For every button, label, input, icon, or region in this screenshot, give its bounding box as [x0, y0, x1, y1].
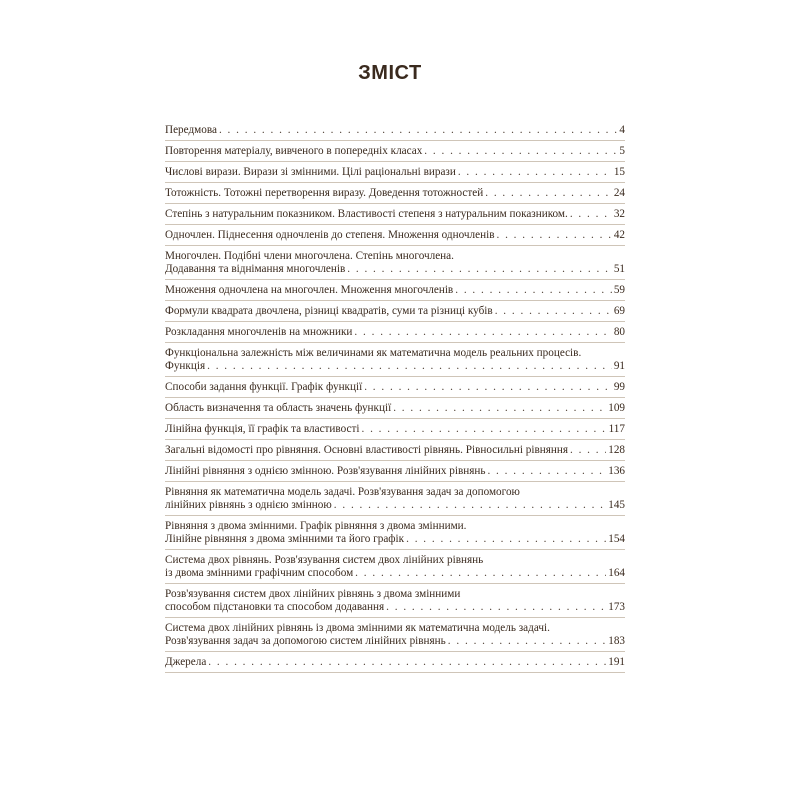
toc-page-number: 183 — [608, 635, 625, 647]
page-title: ЗМІСТ — [358, 62, 422, 84]
toc-page-number: 128 — [608, 444, 625, 456]
toc-entry — [165, 301, 625, 322]
toc-page-number: 91 — [613, 360, 625, 372]
toc-page-number: 80 — [613, 326, 625, 338]
toc-entry — [165, 516, 625, 550]
toc-entry — [165, 440, 625, 461]
dot-leader — [207, 360, 612, 373]
dot-leader — [347, 263, 612, 276]
toc-page-number: 154 — [608, 533, 625, 545]
toc-entry — [165, 652, 625, 673]
toc-entry-line — [165, 423, 625, 436]
dot-leader — [355, 567, 606, 580]
toc-entry-line — [165, 360, 625, 373]
toc-entry-line — [165, 635, 625, 648]
toc-page-number: 69 — [613, 305, 625, 317]
toc-entry — [165, 377, 625, 398]
toc-entry-line — [165, 305, 625, 318]
toc-entry — [165, 584, 625, 618]
toc-entry-title-line: Многочлен. Подібні члени многочлена. Степінь многочлена. — [165, 250, 454, 262]
dot-leader — [485, 187, 612, 200]
toc-page-number: 51 — [613, 263, 625, 275]
dot-leader — [354, 326, 611, 339]
dot-leader — [448, 635, 606, 648]
toc-entry-title-line: Система двох рівнянь. Розв'язування систем двох лінійних рівнянь — [165, 554, 484, 566]
toc-entry-title-line: Рівняння як математична модель задачі. Розв'язування задач за допомогою — [165, 486, 520, 498]
toc-entry — [165, 618, 625, 652]
toc-entry-line — [165, 187, 625, 200]
toc-page-number: 99 — [613, 381, 625, 393]
toc-entry — [165, 398, 625, 419]
toc-entry-line — [165, 402, 625, 415]
dot-leader — [570, 444, 606, 457]
dot-leader — [458, 166, 612, 179]
toc-entry — [165, 343, 625, 377]
toc-entry-line — [165, 166, 625, 179]
toc-entry-line — [165, 229, 625, 242]
toc-entry-line — [165, 444, 625, 457]
toc-page-number: 145 — [608, 499, 625, 511]
toc-entry-title: Розв'язування задач за допомогою систем лінійних рівнянь — [165, 635, 446, 647]
toc-entry-title: Передмова — [165, 124, 217, 136]
dot-leader — [386, 601, 606, 614]
toc-entry-title: способом підстановки та способом додавання — [165, 601, 385, 613]
toc-page-number: 32 — [613, 208, 625, 220]
toc-page-number: 164 — [608, 567, 625, 579]
toc-entry-title: Загальні відомості про рівняння. Основні властивості рівнянь. Рівносильні рівняння — [165, 444, 568, 456]
toc-entry-title: лінійних рівнянь з однією змінною — [165, 499, 332, 511]
dot-leader — [495, 305, 612, 318]
toc-entry-title: Способи задання функції. Графік функції — [165, 381, 363, 393]
toc-entry — [165, 225, 625, 246]
toc-entry-title-line: Функціональна залежність між величинами як математична модель реальних процесів. — [165, 347, 582, 359]
toc-page-number: 191 — [608, 656, 625, 668]
toc-page-number: 5 — [619, 145, 625, 157]
toc-entry-title: Одночлен. Піднесення одночленів до степеня. Множення одночленів — [165, 229, 495, 241]
toc-entry-title-line: Система двох лінійних рівнянь із двома змінними як математична модель задачі. — [165, 622, 550, 634]
toc-entry-line — [165, 284, 625, 297]
toc-entry — [165, 141, 625, 162]
dot-leader — [364, 381, 612, 394]
toc-page-number: 59 — [613, 284, 625, 296]
toc-entry — [165, 204, 625, 225]
toc-entry-line — [165, 656, 625, 669]
toc-entry-title: Тотожність. Тотожні перетворення виразу. Доведення тотожностей — [165, 187, 484, 199]
toc-page-number: 136 — [608, 465, 625, 477]
toc-entry — [165, 322, 625, 343]
toc-entry-line — [165, 208, 625, 221]
dot-leader — [496, 229, 611, 242]
toc-entry-line — [165, 326, 625, 339]
dot-leader — [393, 402, 606, 415]
toc-entry-title: Область визначення та область значень функції — [165, 402, 392, 414]
toc-entry — [165, 550, 625, 584]
toc-entry-line — [165, 601, 625, 614]
toc-entry-line — [165, 263, 625, 276]
dot-leader — [219, 124, 617, 137]
toc-entry-title: Джерела — [165, 656, 207, 668]
dot-leader — [424, 145, 617, 158]
toc-entry-title: Повторення матеріалу, вивченого в попередніх класах — [165, 145, 423, 157]
toc-entry-title: Лінійна функція, її графік та властивості — [165, 423, 360, 435]
toc-entry-title: Числові вирази. Вирази зі змінними. Цілі раціональні вирази — [165, 166, 456, 178]
toc-entry — [165, 120, 625, 141]
toc-page-number: 42 — [613, 229, 625, 241]
dot-leader — [570, 208, 612, 221]
toc-page-number: 173 — [608, 601, 625, 613]
toc-entry — [165, 461, 625, 482]
toc-entry — [165, 419, 625, 440]
dot-leader — [455, 284, 612, 297]
table-of-contents — [165, 120, 625, 673]
dot-leader — [487, 465, 606, 478]
toc-entry — [165, 280, 625, 301]
dot-leader — [208, 656, 606, 669]
toc-entry-title: Множення одночлена на многочлен. Множення многочленів — [165, 284, 454, 296]
toc-entry — [165, 183, 625, 204]
toc-entry-title: Формули квадрата двочлена, різниці квадратів, суми та різниці кубів — [165, 305, 493, 317]
toc-entry-line — [165, 499, 625, 512]
toc-page-number: 15 — [613, 166, 625, 178]
toc-entry-title-line: Розв'язування систем двох лінійних рівнянь з двома змінними — [165, 588, 461, 600]
toc-entry-title: із двома змінними графічним способом — [165, 567, 354, 579]
toc-entry-title: Розкладання многочленів на множники — [165, 326, 353, 338]
toc-page-number: 24 — [613, 187, 625, 199]
toc-entry-title: Функція — [165, 360, 206, 372]
toc-entry — [165, 482, 625, 516]
toc-entry-line — [165, 533, 625, 546]
toc-entry-line — [165, 145, 625, 158]
toc-entry — [165, 246, 625, 280]
toc-entry-line — [165, 567, 625, 580]
toc-entry-line — [165, 381, 625, 394]
toc-page-number: 109 — [608, 402, 625, 414]
toc-entry — [165, 162, 625, 183]
dot-leader — [334, 499, 606, 512]
toc-entry-title: Лінійне рівняння з двома змінними та його графік — [165, 533, 405, 545]
toc-entry-title-line: Рівняння з двома змінними. Графік рівняння з двома змінними. — [165, 520, 467, 532]
toc-entry-line — [165, 465, 625, 478]
toc-entry-title: Степінь з натуральним показником. Властивості степеня з натуральним показником. — [165, 208, 568, 220]
toc-entry-line — [165, 124, 625, 137]
dot-leader — [361, 423, 606, 436]
toc-entry-title: Додавання та віднімання многочленів — [165, 263, 346, 275]
toc-page-number: 117 — [608, 423, 625, 435]
toc-page-number: 4 — [619, 124, 625, 136]
dot-leader — [406, 533, 606, 546]
toc-entry-title: Лінійні рівняння з однією змінною. Розв'язування лінійних рівнянь — [165, 465, 486, 477]
